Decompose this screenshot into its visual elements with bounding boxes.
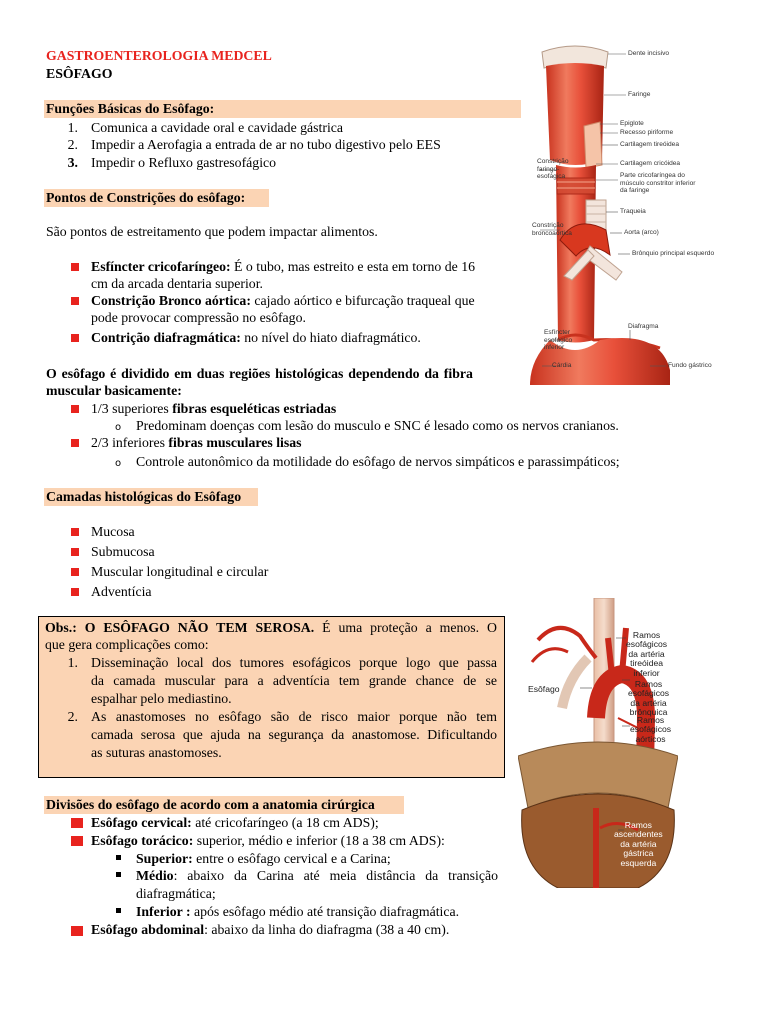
list-item: Esôfago torácico: superior, médio e inferior (18 a 38 cm ADS): <box>91 833 445 848</box>
list-item-cont: cm da arcada dentaria superior. <box>91 276 263 291</box>
figure-label: Ramos esofágicos aórticos <box>630 715 672 744</box>
divisao-intro-cont: muscular basicamente: <box>46 383 182 398</box>
figure-label: Dente incisivo <box>628 50 670 57</box>
divisao-intro: O esôfago é dividido em duas regiões histológicas dependendo da fibra <box>46 366 473 381</box>
figure-label: Brônquio principal esquerdo <box>632 250 715 257</box>
figure-label: Cartilagem cricóidea <box>620 160 681 167</box>
list-number: 1. <box>67 655 78 670</box>
pontos-intro: São pontos de estreitamento que podem impactar alimentos. <box>46 224 378 239</box>
list-item: Comunica a cavidade oral e cavidade gástrica <box>91 120 344 135</box>
obs-item-cont: camada serosa que ajuda na segurança da anastomose. Dificultando <box>91 727 497 742</box>
figure-label: Parte cricofaríngea do músculo constritor inferior da faringe <box>620 172 696 195</box>
list-number: 3. <box>67 155 78 170</box>
page-title: ESÔFAGO <box>46 66 113 81</box>
cirurgica-heading: Divisões do esôfago de acordo com a anatomia cirúrgica <box>46 797 375 812</box>
bullet-icon <box>71 334 79 342</box>
sub-item-cont: diafragmática; <box>136 886 216 901</box>
figure-label: Traqueia <box>620 208 646 215</box>
figure-label: Aorta (arco) <box>624 229 659 236</box>
figure-label: Cartilagem tireóidea <box>620 141 680 148</box>
list-item: Constrição Bronco aórtica: cajado aórtico e bifurcação traqueal que <box>91 293 475 308</box>
figure-label: Esôfago <box>528 684 560 694</box>
figure-label: Diafragma <box>628 323 659 330</box>
figure-label: Fundo gástrico <box>668 362 712 369</box>
bullet-icon <box>71 405 79 413</box>
bullet-icon <box>71 548 79 556</box>
figure-label: Constrição faringo- esofágica <box>537 158 569 181</box>
obs-item-cont: as suturas anastomoses. <box>91 745 222 760</box>
obs-item: Disseminação local dos tumores esofágicos porque logo que passa <box>91 655 497 670</box>
pontos-heading: Pontos de Constrições do esôfago: <box>46 190 246 205</box>
list-item: 1/3 superiores fibras esqueléticas estriadas <box>91 401 337 416</box>
list-item: Contrição diafragmática: no nível do hiato diafragmático. <box>91 330 421 345</box>
circle-bullet-icon: o <box>115 458 122 469</box>
figure-label: Ramos ascendentes da artéria gástrica esquerda <box>614 820 663 868</box>
list-number: 2. <box>67 709 78 724</box>
figure-label: Cárdia <box>552 362 572 369</box>
list-item: Mucosa <box>91 524 135 539</box>
figure-label: Faringe <box>628 91 651 98</box>
bullet-icon <box>71 297 79 305</box>
list-item: Muscular longitudinal e circular <box>91 564 269 579</box>
list-item: Adventícia <box>91 584 152 599</box>
bullet-icon <box>71 926 83 936</box>
brand-title: GASTROENTEROLOGIA MEDCEL <box>46 48 272 63</box>
list-item: Esôfago abdominal: abaixo da linha do diafragma (38 a 40 cm). <box>91 922 450 937</box>
bullet-icon <box>71 568 79 576</box>
bullet-icon <box>71 528 79 536</box>
obs-item: As anastomoses no esôfago são de risco maior porque não tem <box>91 709 497 724</box>
bullet-icon <box>71 818 83 828</box>
obs-line: que gera complicações como: <box>45 637 209 652</box>
bullet-icon <box>71 439 79 447</box>
list-item: Impedir o Refluxo gastresofágico <box>91 155 277 170</box>
list-number: 1. <box>67 120 78 135</box>
sub-item: Inferior : após esôfago médio até transição diafragmática. <box>136 904 460 919</box>
figure-label: Esfíncter esofágico inferior <box>544 329 573 352</box>
sub-item: Controle autonômico da motilidade do esôfago de nervos simpáticos e parassimpáticos; <box>136 454 620 469</box>
list-number: 2. <box>67 137 78 152</box>
list-item: Esfíncter cricofaríngeo: É o tubo, mas estreito e esta em torno de 16 <box>91 259 476 274</box>
figure-label: Recesso piriforme <box>620 129 674 136</box>
square-bullet-icon <box>116 872 121 877</box>
obs-item-cont: espalhar pelo mediastino. <box>91 691 232 706</box>
circle-bullet-icon: o <box>115 422 122 433</box>
bullet-icon <box>71 588 79 596</box>
funcoes-heading: Funções Básicas do Esôfago: <box>46 101 215 116</box>
list-item: 2/3 inferiores fibras musculares lisas <box>91 435 302 450</box>
figure-label: Constrição broncoaórtica <box>532 222 572 237</box>
square-bullet-icon <box>116 908 121 913</box>
bullet-icon <box>71 263 79 271</box>
square-bullet-icon <box>116 855 121 860</box>
figure-label: Epiglote <box>620 120 644 127</box>
sub-item: Médio: abaixo da Carina até meia distância da transição <box>136 868 498 883</box>
list-item: Submucosa <box>91 544 155 559</box>
list-item: Impedir a Aerofagia a entrada de ar no tubo digestivo pelo EES <box>91 137 441 152</box>
sub-item: Superior: entre o esôfago cervical e a Carina; <box>136 851 391 866</box>
obs-lead: Obs.: O ESÔFAGO NÃO TEM SEROSA. É uma proteção a menos. O <box>45 620 497 635</box>
bullet-icon <box>71 836 83 846</box>
sub-item: Predominam doenças com lesão do musculo e SNC é lesado como os nervos cranianos. <box>136 418 619 433</box>
figure-label: Ramos esofágicos da artéria brônquica <box>628 679 670 718</box>
camadas-heading: Camadas histológicas do Esôfago <box>46 489 242 504</box>
list-item-cont: pode provocar compressão no esôfago. <box>91 310 306 325</box>
obs-item-cont: da camada muscular para a adventícia tem grande chance de se <box>91 673 497 688</box>
list-item: Esôfago cervical: até cricofaríngeo (a 18 cm ADS); <box>91 815 379 830</box>
figure-label: Ramos esofágicos da artéria tireóidea inferior <box>626 630 668 678</box>
